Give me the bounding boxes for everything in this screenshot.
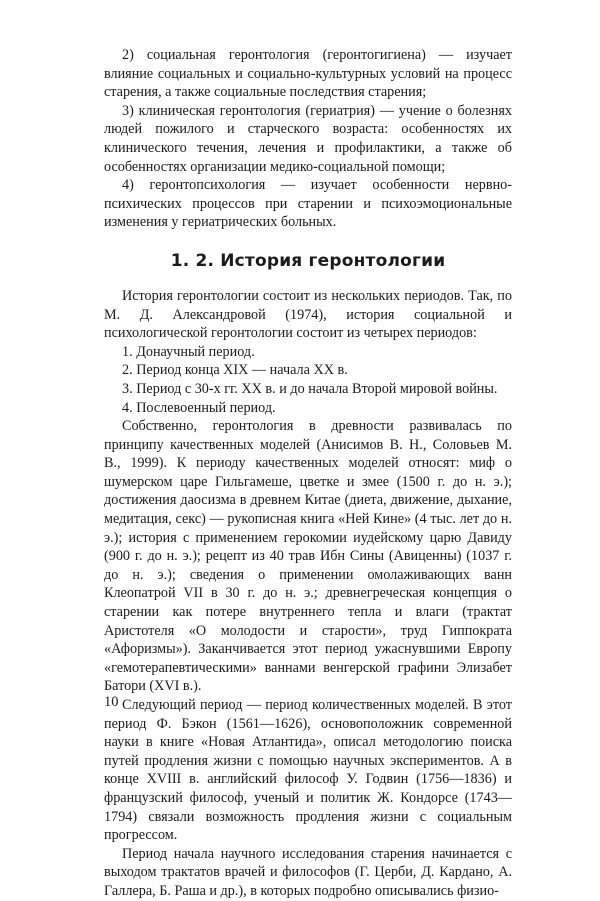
paragraph-social-gerontology: 2) социальная геронтология (геронтогигиена) — изучает влияние социальных и социально-культурных условий на процесс старения, а также социальные последствия старения; <box>104 47 512 101</box>
paragraph-qualitative-models: Собственно, геронтология в древности развивалась по принципу качественных моделей (Анисимов В. Н., Соловьев М. В., 1999). К периоду качественных моделей относят: миф о шумерском царе Гильгамеше, цветке и змее (1500 г. до н. э.); достижения даосизма в древнем Китае (диета, движение, дыхание, медитация, секс) — рукописная книга «Ней Кине» (4 тыс. лет до н. э.); история с применением герокомии иудейскому царю Давиду (900 г. до н. э.); рецепт из 40 трав Ибн Сины (Авиценны) (1037 г. до н. э.); сведения о применении омолаживающих ванн Клеопатрой VII в 30 г. до н. э.; древнегреческая концепция о старении как потере внутреннего тепла и влаги (трактат Аристотеля «О молодости и старости», труд Гиппократа «Афоризмы»). Заканчивается этот период ужаснувшими Европу «гемотерапевтическими» ваннами венгерской графини Элизабет Батори (XVI в.). <box>104 418 512 695</box>
section-heading <box>104 250 512 272</box>
page-number: 10 <box>104 694 119 710</box>
paragraph-intro: История геронтологии состоит из нескольких периодов. Так, по М. Д. Александровой (1974), история социальной и психологической геронтологии состоит из четырех периодов: <box>104 287 512 342</box>
section-number: 1. 2. <box>170 250 215 271</box>
paragraph-clinical-gerontology: 3) клиническая геронтология (гериатрия) — учение о болезнях людей пожилого и старческого возраста: особенностях их клинического течения, лечения и профилактики, а также об особенностях организации медико-социальной помощи; <box>104 102 512 175</box>
page-content <box>104 46 512 901</box>
paragraph-scientific-research: Период начала научного исследования старения начинается с выходом трактатов врачей и философов (Г. Церби, Д. Кардано, А. Галлера, Б. Раша и др.), в которых подробно описывались физио- <box>104 845 512 899</box>
section-title: История геронтологии <box>220 250 446 271</box>
period-item: 4. Послевоенный период. <box>122 399 276 416</box>
paragraph-geronto-psychology: 4) геронтопсихология — изучает особенности нервно-психических процессов при старении и психоэмоциональные изменения у гериатрических больных. <box>104 177 512 231</box>
period-item: 1. Донаучный период. <box>122 343 255 360</box>
paragraph-quantitative-models: Следующий период — период количественных моделей. В этот период Ф. Бэкон (1561—1626), основоположник современной науки в книге «Новая Атлантида», описал методологию поиска путей продления жизни с помощью научных экспериментов. А в конце XVIII в. английский философ У. Годвин (1756—1836) и французский философ, ученый и политик Ж. Кондорсе (1743—1794) связали возможность продления жизни с социальным прогрессом. <box>104 697 512 844</box>
periods-list <box>104 343 512 417</box>
period-item: 3. Период с 30-х гг. XX в. и до начала Второй мировой войны. <box>122 380 498 397</box>
period-item: 2. Период конца XIX — начала XX в. <box>122 362 348 379</box>
